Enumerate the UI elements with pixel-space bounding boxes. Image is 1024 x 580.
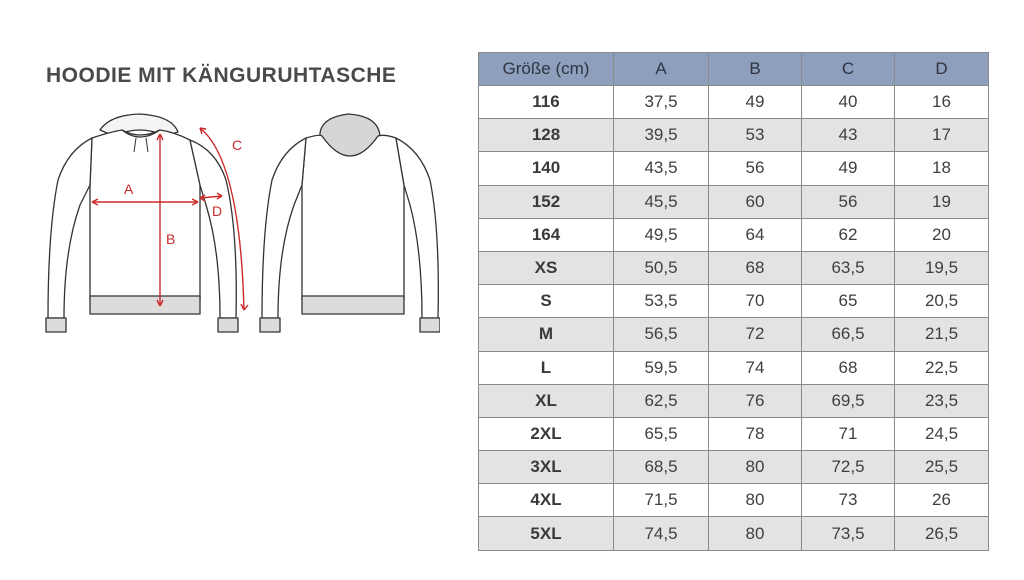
table-header-row: [479, 53, 989, 86]
measure-cell: 49: [802, 152, 895, 185]
measure-cell: 65: [802, 285, 895, 318]
measure-cell: 26: [895, 484, 989, 517]
measure-cell: 26,5: [895, 517, 989, 550]
measure-cell: 66,5: [802, 318, 895, 351]
hoodie-illustration: [40, 110, 440, 340]
measure-cell: 25,5: [895, 451, 989, 484]
size-cell: 128: [479, 119, 614, 152]
measure-cell: 56: [802, 185, 895, 218]
size-cell: M: [479, 318, 614, 351]
measure-label-c: C: [232, 137, 243, 153]
header-c: C: [802, 53, 895, 86]
measure-cell: 59,5: [614, 351, 709, 384]
table-row: [479, 484, 989, 517]
measure-cell: 76: [709, 384, 802, 417]
measure-cell: 39,5: [614, 119, 709, 152]
measure-cell: 49: [709, 86, 802, 119]
measure-cell: 50,5: [614, 251, 709, 284]
measure-cell: 16: [895, 86, 989, 119]
measure-label-b: B: [166, 231, 176, 247]
table-row: [479, 218, 989, 251]
size-cell: 164: [479, 218, 614, 251]
measure-cell: 19,5: [895, 251, 989, 284]
measure-cell: 56,5: [614, 318, 709, 351]
table-row: [479, 251, 989, 284]
measure-cell: 68,5: [614, 451, 709, 484]
measure-cell: 68: [802, 351, 895, 384]
size-table: [478, 52, 989, 551]
measure-cell: 71: [802, 417, 895, 450]
measure-cell: 74,5: [614, 517, 709, 550]
table-row: [479, 285, 989, 318]
measure-cell: 43,5: [614, 152, 709, 185]
size-cell: L: [479, 351, 614, 384]
table-row: [479, 417, 989, 450]
measure-cell: 23,5: [895, 384, 989, 417]
measure-cell: 72: [709, 318, 802, 351]
measure-cell: 40: [802, 86, 895, 119]
measure-cell: 53,5: [614, 285, 709, 318]
table-row: [479, 318, 989, 351]
measure-cell: 45,5: [614, 185, 709, 218]
size-cell: 152: [479, 185, 614, 218]
measure-cell: 56: [709, 152, 802, 185]
measure-cell: 43: [802, 119, 895, 152]
size-cell: XL: [479, 384, 614, 417]
measure-label-a: A: [124, 181, 134, 197]
measure-cell: 69,5: [802, 384, 895, 417]
size-cell: 4XL: [479, 484, 614, 517]
measure-cell: 17: [895, 119, 989, 152]
measure-cell: 24,5: [895, 417, 989, 450]
header-d: D: [895, 53, 989, 86]
table-row: [479, 185, 989, 218]
measure-cell: 18: [895, 152, 989, 185]
measure-cell: 64: [709, 218, 802, 251]
measure-cell: 72,5: [802, 451, 895, 484]
size-cell: 140: [479, 152, 614, 185]
table-row: [479, 152, 989, 185]
table-row: [479, 119, 989, 152]
size-cell: 116: [479, 86, 614, 119]
table-row: [479, 351, 989, 384]
table-row: [479, 86, 989, 119]
hoodie-front-drawing: [46, 114, 238, 332]
measure-cell: 73: [802, 484, 895, 517]
measure-cell: 62: [802, 218, 895, 251]
measure-cell: 53: [709, 119, 802, 152]
measure-cell: 65,5: [614, 417, 709, 450]
measure-label-d: D: [212, 203, 223, 219]
measure-cell: 62,5: [614, 384, 709, 417]
header-a: A: [614, 53, 709, 86]
measure-cell: 20,5: [895, 285, 989, 318]
measure-cell: 60: [709, 185, 802, 218]
header-size: Größe (cm): [479, 53, 614, 86]
measure-cell: 68: [709, 251, 802, 284]
size-cell: XS: [479, 251, 614, 284]
measure-cell: 80: [709, 517, 802, 550]
hoodie-back-drawing: [260, 114, 440, 332]
measure-cell: 80: [709, 451, 802, 484]
measure-cell: 63,5: [802, 251, 895, 284]
size-cell: 2XL: [479, 417, 614, 450]
measure-cell: 80: [709, 484, 802, 517]
page-title: HOODIE MIT KÄNGURUHTASCHE: [46, 64, 397, 87]
table-row: [479, 384, 989, 417]
measure-cell: 21,5: [895, 318, 989, 351]
measure-cell: 20: [895, 218, 989, 251]
measure-cell: 37,5: [614, 86, 709, 119]
size-cell: 5XL: [479, 517, 614, 550]
measure-cell: 19: [895, 185, 989, 218]
measure-cell: 49,5: [614, 218, 709, 251]
header-b: B: [709, 53, 802, 86]
measure-cell: 71,5: [614, 484, 709, 517]
measure-cell: 22,5: [895, 351, 989, 384]
measure-cell: 73,5: [802, 517, 895, 550]
size-cell: 3XL: [479, 451, 614, 484]
table-row: [479, 451, 989, 484]
measure-cell: 70: [709, 285, 802, 318]
measure-cell: 74: [709, 351, 802, 384]
measure-cell: 78: [709, 417, 802, 450]
size-cell: S: [479, 285, 614, 318]
table-row: [479, 517, 989, 550]
